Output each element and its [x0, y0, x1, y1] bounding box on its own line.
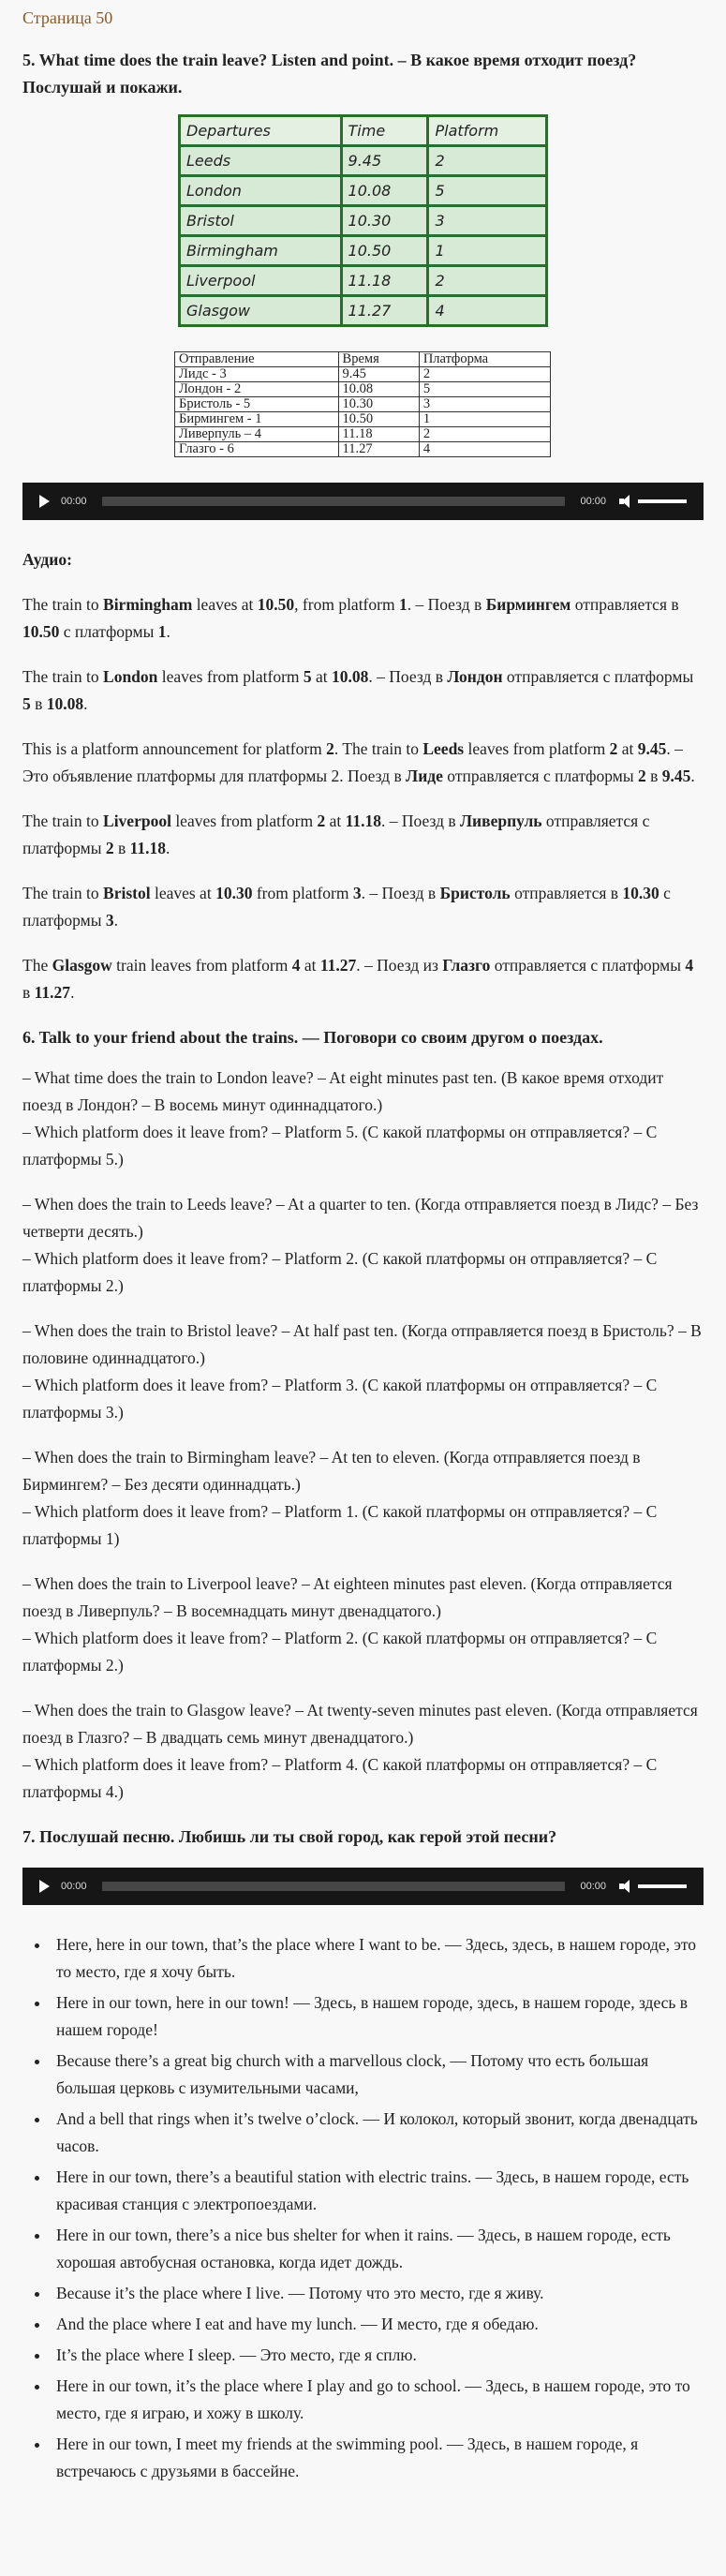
table-cell: Ливерпуль – 4: [175, 427, 339, 442]
dialog-block: [22, 1697, 704, 1806]
list-item: • Here in our town, here in our town! — Здесь, в нашем городе, здесь, в нашем городе, здесь в нашем городе!: [51, 1989, 704, 2044]
dialog-line: – Which platform does it leave from? – Platform 2. (С какой платформы он отправляется? – С платформы 2.): [22, 1249, 658, 1295]
table-cell: 10.50: [338, 412, 419, 427]
departures-board-table: [178, 114, 548, 327]
play-icon[interactable]: [39, 495, 50, 508]
table-cell: 5: [428, 176, 547, 206]
page-label: Страница 50: [22, 8, 113, 27]
table-cell: 11.18: [341, 266, 428, 296]
table-row: [175, 397, 551, 412]
table-cell: Бирмингем - 1: [175, 412, 339, 427]
audio-player-1: [22, 483, 704, 520]
table-cell: Leeds: [180, 146, 342, 176]
table-cell: 2: [428, 146, 547, 176]
table-cell: 10.08: [338, 382, 419, 397]
dialog-line: – Which platform does it leave from? – Platform 5. (С какой платформы он отправляется? – С платформы 5.): [22, 1123, 658, 1169]
audio-duration: 00:00: [580, 495, 606, 507]
table-cell: Глазго - 6: [175, 442, 339, 457]
table-row: [175, 352, 551, 367]
list-item: • And a bell that rings when it’s twelve o’clock. — И колокол, который звонит, когда двенадцать часов.: [51, 2106, 704, 2160]
table-cell: 4: [428, 296, 547, 326]
dialog-line: – Which platform does it leave from? – Platform 3. (С какой платформы он отправляется? – С платформы 3.): [22, 1376, 658, 1422]
exercise-6-title: 6. Talk to your friend about the trains. — Поговори со своим другом о поездах.: [22, 1028, 603, 1047]
dialog-block: [22, 1065, 704, 1173]
table-cell: 1: [428, 236, 547, 266]
table-cell: 11.18: [338, 427, 419, 442]
audio-current-time: 00:00: [61, 495, 87, 507]
table-row: [180, 176, 547, 206]
exercise-5-title: 5. What time does the train leave? Listen and point. – В какое время отходит поезд? Послушай и покажи.: [22, 51, 637, 97]
audio-line-3: This is a platform announcement for platform 2. The train to Leeds leaves from platform 2 at 9.45. – Это объявление платформы для платформы 2. Поезд в Лиде отправляется с платформы 2 в 9.45.: [22, 739, 695, 785]
dialog-block: [22, 1191, 704, 1300]
table-row: [175, 367, 551, 382]
audio-line-5: The train to Bristol leaves at 10.30 from platform 3. – Поезд в Бристоль отправляется в 10.30 с платформы 3.: [22, 884, 671, 930]
table-cell: 10.30: [341, 206, 428, 236]
table-row: [180, 266, 547, 296]
table-cell: Отправление: [175, 352, 339, 367]
dialog-block: [22, 1571, 704, 1679]
dialog-block: [22, 1444, 704, 1553]
table-cell: 2: [419, 367, 550, 382]
table-row: [180, 296, 547, 326]
list-item: • And the place where I eat and have my lunch. — И место, где я обедаю.: [51, 2311, 704, 2338]
table-cell: Platform: [428, 116, 547, 146]
table-cell: Платформа: [419, 352, 550, 367]
table-cell: 2: [428, 266, 547, 296]
exercise-7-title: 7. Послушай песню. Любишь ли ты свой город, как герой этой песни?: [22, 1827, 557, 1846]
list-item: • Here in our town, it’s the place where I play and go to school. — Здесь, в нашем городе, это то место, где я играю, и хожу в школу.: [51, 2373, 704, 2427]
table-cell: Bristol: [180, 206, 342, 236]
table-cell: 10.30: [338, 397, 419, 412]
dialog-line: – When does the train to Glasgow leave? – At twenty-seven minutes past eleven. (Когда отправляется поезд в Глазго? – В двадцать семь минут двенадцатого.): [22, 1701, 698, 1747]
table-cell: Лидс - 3: [175, 367, 339, 382]
list-item: • It’s the place where I sleep. — Это место, где я сплю.: [51, 2342, 704, 2369]
volume-slider[interactable]: [638, 1884, 687, 1888]
audio-progress-bar[interactable]: [102, 1882, 566, 1891]
dialog-line: – When does the train to Birmingham leave? – At ten to eleven. (Когда отправляется поезд в Бирмингем? – Без десяти одиннадцать.): [22, 1448, 641, 1494]
table-cell: Время: [338, 352, 419, 367]
dialog-line: – What time does the train to London leave? – At eight minutes past ten. (В какое время отходит поезд в Лондон? – В восемь минут одиннадцатого.): [22, 1068, 664, 1114]
play-icon[interactable]: [39, 1880, 50, 1893]
audio-line-2: The train to London leaves from platform 5 at 10.08. – Поезд в Лондон отправляется с платформы 5 в 10.08.: [22, 667, 694, 713]
table-row: [180, 206, 547, 236]
table-cell: 4: [419, 442, 550, 457]
list-item: • Here in our town, there’s a nice bus shelter for when it rains. — Здесь, в нашем городе, есть хорошая автобусная остановка, когда идет дождь.: [51, 2222, 704, 2276]
table-row: [175, 442, 551, 457]
table-cell: Лондон - 2: [175, 382, 339, 397]
table-cell: 2: [419, 427, 550, 442]
table-cell: 1: [419, 412, 550, 427]
table-cell: 3: [419, 397, 550, 412]
table-row: [180, 116, 547, 146]
table-cell: 11.27: [341, 296, 428, 326]
table-cell: Birmingham: [180, 236, 342, 266]
table-row: [175, 412, 551, 427]
audio-line-4: The train to Liverpool leaves from platform 2 at 11.18. – Поезд в Ливерпуль отправляется с платформы 2 в 11.18.: [22, 812, 650, 857]
audio-line-1: The train to Birmingham leaves at 10.50, from platform 1. – Поезд в Бирмингем отправляется в 10.50 с платформы 1.: [22, 595, 679, 641]
audio-player-2: [22, 1868, 704, 1905]
dialog-line: – Which platform does it leave from? – Platform 2. (С какой платформы он отправляется? – С платформы 2.): [22, 1629, 658, 1675]
song-lyrics-list: [22, 1931, 704, 2485]
table-row: [180, 146, 547, 176]
list-item: • Here in our town, there’s a beautiful station with electric trains. — Здесь, в нашем городе, есть красивая станция с электропоездами.: [51, 2164, 704, 2218]
dialog-block: [22, 1318, 704, 1426]
departures-board-image: [178, 114, 548, 327]
table-cell: 9.45: [338, 367, 419, 382]
table-row: [175, 427, 551, 442]
departures-ru-table: [174, 351, 551, 457]
table-cell: 5: [419, 382, 550, 397]
audio-progress-bar[interactable]: [102, 497, 566, 506]
dialog-line: – Which platform does it leave from? – Platform 4. (С какой платформы он отправляется? – С платформы 4.): [22, 1755, 658, 1801]
volume-slider[interactable]: [638, 499, 687, 503]
audio-heading: Аудио:: [22, 550, 72, 569]
dialog-line: – Which platform does it leave from? – Platform 1. (С какой платформы он отправляется? – С платформы 1): [22, 1502, 658, 1548]
table-cell: Бристоль - 5: [175, 397, 339, 412]
audio-line-6: The Glasgow train leaves from platform 4 at 11.27. – Поезд из Глазго отправляется с платформы 4 в 11.27.: [22, 956, 694, 1002]
volume-icon[interactable]: [619, 1880, 632, 1893]
table-cell: Departures: [180, 116, 342, 146]
table-cell: London: [180, 176, 342, 206]
list-item: • Because there’s a great big church with a marvellous clock, — Потому что есть большая большая церковь с изумительными часами,: [51, 2047, 704, 2102]
list-item: • Because it’s the place where I live. — Потому что это место, где я живу.: [51, 2280, 704, 2307]
table-cell: Time: [341, 116, 428, 146]
table-cell: 11.27: [338, 442, 419, 457]
table-cell: 10.08: [341, 176, 428, 206]
audio-current-time: 00:00: [61, 1880, 87, 1892]
table-cell: Glasgow: [180, 296, 342, 326]
dialog-line: – When does the train to Bristol leave? – At half past ten. (Когда отправляется поезд в Бристоль? – В половине одиннадцатого.): [22, 1321, 702, 1367]
table-row: [175, 382, 551, 397]
list-item: • Here, here in our town, that’s the place where I want to be. — Здесь, здесь, в нашем городе, это то место, где я хочу быть.: [51, 1931, 704, 1986]
dialog-line: – When does the train to Liverpool leave? – At eighteen minutes past eleven. (Когда отправляется поезд в Ливерпуль? – В восемнадцать минут двенадцатого.): [22, 1574, 673, 1620]
volume-icon[interactable]: [619, 495, 632, 508]
table-cell: 10.50: [341, 236, 428, 266]
table-cell: 9.45: [341, 146, 428, 176]
exercise-6-dialogs: [22, 1065, 704, 1806]
table-row: [180, 236, 547, 266]
audio-duration: 00:00: [580, 1880, 606, 1892]
table-cell: 3: [428, 206, 547, 236]
list-item: • Here in our town, I meet my friends at the swimming pool. — Здесь, в нашем городе, я встречаюсь с друзьями в бассейне.: [51, 2431, 704, 2485]
table-cell: Liverpool: [180, 266, 342, 296]
dialog-line: – When does the train to Leeds leave? – At a quarter to ten. (Когда отправляется поезд в Лидс? – Без четверти десять.): [22, 1195, 699, 1241]
departures-ru-table-wrap: [174, 351, 551, 457]
